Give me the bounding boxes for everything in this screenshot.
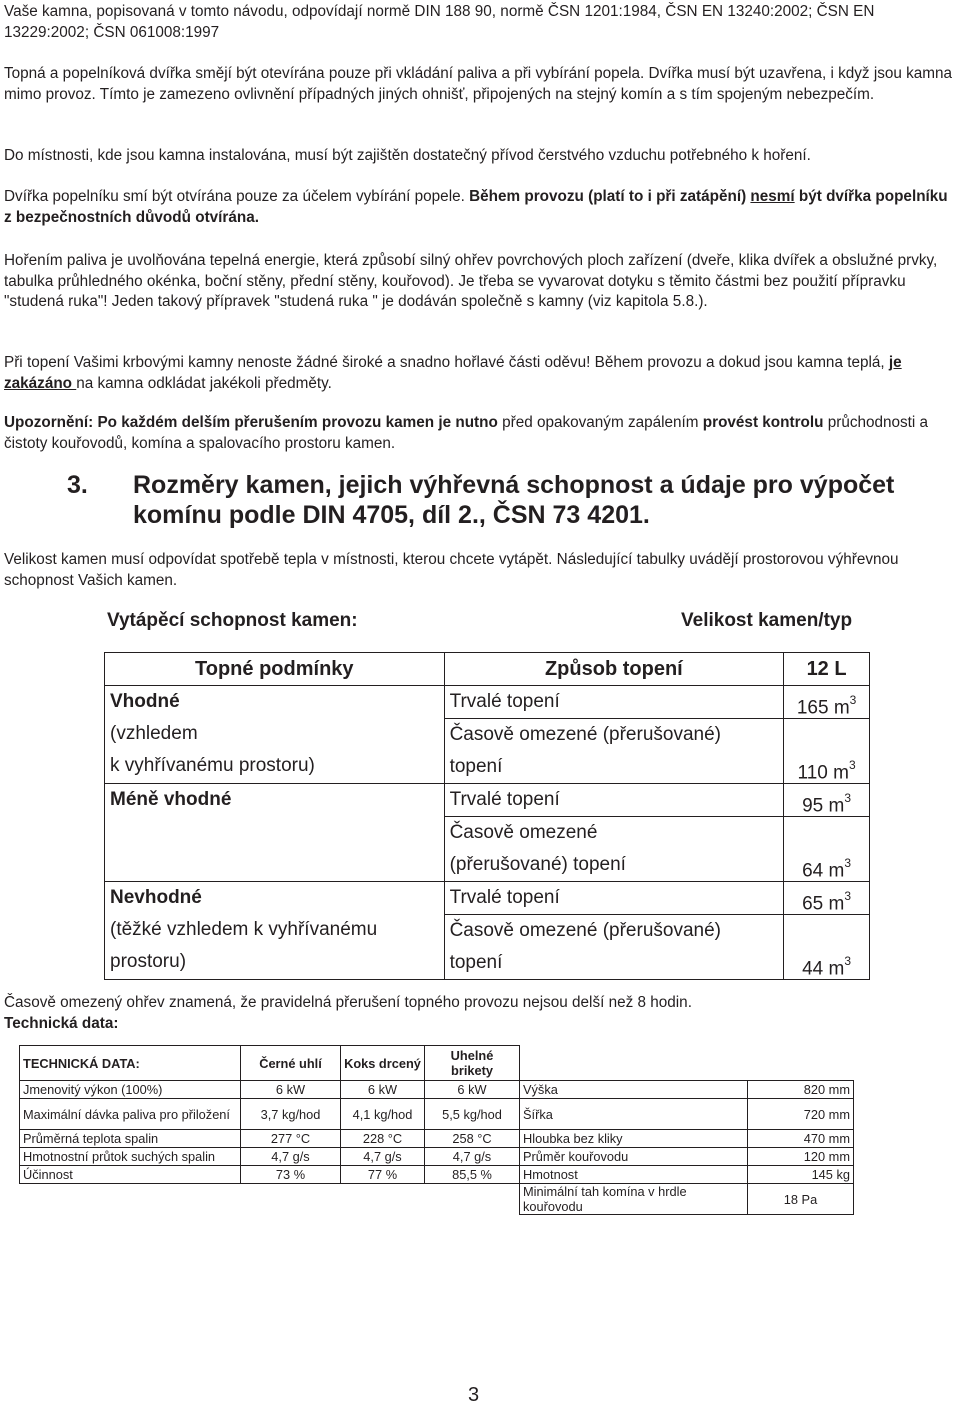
volume-unit: m: [828, 893, 845, 915]
warning-plain-1: před opakovaným zapálením: [497, 414, 703, 431]
section-title: Rozměry kamen, jejich výhřevná schopnost a údaje pro výpočet komínu podle DIN 4705, díl 2., ČSN 73 4201.: [133, 471, 895, 529]
tech-value-cell: 6 kW: [341, 1081, 425, 1099]
volume-number: 64: [802, 860, 824, 882]
volume-value: [784, 882, 869, 914]
volume-unit: m: [828, 958, 845, 980]
volume-unit-exponent: 3: [844, 889, 852, 903]
time-note: Časově omezený ohřev znamená, že pravidelná přerušení topného provozu nejsou delší než 8 hodin.: [4, 994, 692, 1011]
tech-header-cell: Koks drcený: [341, 1046, 425, 1081]
volume-unit-exponent: 3: [844, 954, 852, 968]
tech-header-row: [20, 1046, 854, 1081]
warning-bold-1: Upozornění: Po každém delším přerušením provozu kamen je nutno: [4, 414, 498, 431]
tech-header-cell: TECHNICKÁ DATA:: [20, 1046, 241, 1081]
mode-line: (přerušované) topení: [449, 854, 626, 875]
tech-param-cell: Maximální dávka paliva pro přiložení: [20, 1099, 241, 1130]
page-number: 3: [468, 1384, 480, 1406]
tech-value-cell: 77 %: [341, 1166, 425, 1184]
tech-value-cell: 73 %: [241, 1166, 341, 1184]
tech-dim-label-cell: Výška: [520, 1081, 748, 1099]
capacity-row: [105, 882, 870, 915]
ash-forbidden-word: nesmí: [750, 188, 795, 205]
tech-row: [20, 1081, 854, 1099]
warning-bold-2: provést kontrolu: [702, 414, 824, 431]
tech-value-cell: 85,5 %: [425, 1166, 520, 1184]
tech-value-cell: 6 kW: [425, 1081, 520, 1099]
capacity-header-cell: Způsob topení: [444, 653, 784, 686]
condition-line: Vhodné: [110, 691, 180, 712]
tech-dim-label-cell: Průměr kouřovodu: [520, 1148, 748, 1166]
condition-cell: [105, 784, 445, 882]
volume-value: [784, 686, 869, 718]
volume-number: 65: [802, 893, 824, 915]
volume-unit-exponent: 3: [849, 693, 857, 707]
condition-line: Nevhodné: [110, 887, 202, 908]
volume-cell: [784, 817, 870, 882]
warning-paragraph: [4, 413, 956, 454]
condition-line: (vzhledem: [110, 723, 198, 744]
clothes-paragraph: [4, 353, 956, 394]
clothes-text-1: Při topení Vašimi krbovými kamny nenoste žádné široké a snadno hořlavé části oděvu! Během provozu a dokud jsou kamna teplá,: [4, 354, 889, 371]
volume-unit: m: [828, 795, 845, 817]
tech-param-cell: Účinnost: [20, 1166, 241, 1184]
tech-value-cell: 4,7 g/s: [241, 1148, 341, 1166]
tech-param-cell: Jmenovitý výkon (100%): [20, 1081, 241, 1099]
tech-dim-value-cell: 720 mm: [748, 1099, 854, 1130]
tech-value-cell: 6 kW: [241, 1081, 341, 1099]
condition-line: k vyhřívanému prostoru): [110, 755, 315, 776]
mode-cell: [444, 915, 784, 980]
volume-number: 110: [797, 762, 828, 784]
tech-value-cell: 4,7 g/s: [425, 1148, 520, 1166]
capacity-header-cell: 12 L: [784, 653, 870, 686]
volume-number: 44: [802, 958, 824, 980]
condition-line: prostoru): [110, 951, 187, 972]
volume-unit: m: [833, 697, 850, 719]
ash-bold-text-2: být dvířka popelníku z bezpečnostních důvodů otvírána.: [4, 188, 948, 226]
tech-row: [20, 1130, 854, 1148]
norms-paragraph: Vaše kamna, popisovaná v tomto návodu, odpovídají normě DIN 188 90, normě ČSN 1201:1984, ČSN EN 13240:2002; ČSN EN 13229:2002; ČSN 061008:1997: [4, 3, 875, 41]
volume-cell: [784, 915, 870, 980]
tech-dim-value-cell: 470 mm: [748, 1130, 854, 1148]
volume-cell: [784, 719, 870, 784]
condition-cell: [105, 882, 445, 980]
doors-paragraph: Topná a popelníková dvířka smějí být otevírána pouze při vkládání paliva a při vybírání popela. Dvířka musí být uzavřena, i když jsou kamna mimo provoz. Tímto je zamezeno ovlivnění případných jiných ohnišť, připojených na stejný komín a s tím spojeným nebezpečím.: [4, 65, 953, 103]
tech-row: [20, 1184, 854, 1215]
tech-dim-value-cell: 120 mm: [748, 1148, 854, 1166]
volume-value: [784, 784, 869, 816]
clothes-forbidden: je zakázáno: [4, 354, 902, 392]
mode-line: Časově omezené (přerušované): [449, 724, 721, 745]
capacity-table: [104, 652, 870, 980]
capacity-row: [105, 784, 870, 817]
ash-bold-text: Během provozu (platí to i při zatápění): [469, 188, 751, 205]
mode-cell: [444, 817, 784, 882]
size-paragraph: Velikost kamen musí odpovídat spotřebě tepla v místnosti, kterou chcete vytápět. Následující tabulky uvádějí prostorovou výhřevnou schopnost Vašich kamen.: [4, 551, 899, 589]
tech-param-cell: Hmotnostní průtok suchých spalin: [20, 1148, 241, 1166]
tech-dim-label-cell: Hloubka bez kliky: [520, 1130, 748, 1148]
tech-value-cell: 5,5 kg/hod: [425, 1099, 520, 1130]
tech-value-cell: 258 °C: [425, 1130, 520, 1148]
tech-dim-label-cell: Šířka: [520, 1099, 748, 1130]
volume-value: [784, 751, 869, 783]
mode-cell: [444, 686, 784, 719]
condition-cell: [105, 686, 445, 784]
mode-line: Trvalé topení: [449, 789, 560, 810]
tech-dim-label-cell: Minimální tah komína v hrdle kouřovodu: [520, 1184, 748, 1215]
tech-value-cell: 3,7 kg/hod: [241, 1099, 341, 1130]
volume-cell: [784, 784, 870, 817]
ash-plain-text: Dvířka popelníku smí být otvírána pouze za účelem vybírání popele.: [4, 188, 470, 205]
tech-dim-label-cell: Hmotnost: [520, 1166, 748, 1184]
volume-number: 95: [802, 795, 824, 817]
stove-size-label: Velikost kamen/typ: [681, 610, 853, 631]
tech-row: [20, 1166, 854, 1184]
warning-plain-2: průchodnosti a čistoty kouřovodů, komína a spalovacího prostoru kamen.: [4, 414, 929, 452]
mode-line: Trvalé topení: [449, 887, 560, 908]
ash-door-paragraph: [4, 187, 956, 228]
mode-line: Časově omezené (přerušované): [449, 920, 721, 941]
mode-line: topení: [449, 756, 503, 777]
tech-dim-value-cell: 145 kg: [748, 1166, 854, 1184]
tech-value-cell: 277 °C: [241, 1130, 341, 1148]
capacity-header-cell: Topné podmínky: [105, 653, 445, 686]
tech-param-cell: Průměrná teplota spalin: [20, 1130, 241, 1148]
volume-cell: [784, 686, 870, 719]
tech-dim-value-cell: 18 Pa: [748, 1184, 854, 1215]
tech-row: [20, 1099, 854, 1130]
mode-cell: [444, 784, 784, 817]
tech-value-cell: 4,7 g/s: [341, 1148, 425, 1166]
tech-table: [19, 1045, 854, 1215]
capacity-row: [105, 686, 870, 719]
tech-value-cell: 228 °C: [341, 1130, 425, 1148]
volume-number: 165: [796, 697, 829, 719]
mode-cell: [444, 882, 784, 915]
tech-row: [20, 1148, 854, 1166]
mode-line: Trvalé topení: [449, 691, 560, 712]
volume-unit-exponent: 3: [848, 758, 856, 772]
tech-header-cell: Uhelné brikety: [425, 1046, 520, 1081]
tech-value-cell: 4,1 kg/hod: [341, 1099, 425, 1130]
volume-cell: [784, 882, 870, 915]
volume-unit-exponent: 3: [844, 856, 852, 870]
clothes-text-2: na kamna odkládat jakékoli předměty.: [76, 374, 332, 392]
section-number: 3.: [67, 471, 88, 499]
mode-line: Časově omezené: [449, 822, 598, 843]
volume-value: [784, 849, 869, 881]
volume-unit: m: [828, 860, 845, 882]
tech-header-cell: Černé uhlí: [241, 1046, 341, 1081]
air-paragraph: Do místnosti, kde jsou kamna instalována, musí být zajištěn dostatečný přívod čerstvého vzduchu potřebného k hoření.: [4, 147, 811, 164]
mode-cell: [444, 719, 784, 784]
heating-capacity-label: Vytápěcí schopnost kamen:: [107, 610, 358, 631]
volume-unit-exponent: 3: [844, 791, 852, 805]
condition-line: Méně vhodné: [110, 789, 232, 810]
volume-value: [784, 947, 869, 979]
mode-line: topení: [449, 952, 503, 973]
tech-heading: Technická data:: [4, 1015, 119, 1032]
capacity-header-row: [105, 653, 870, 686]
volume-unit: m: [833, 762, 849, 784]
heat-paragraph: Hořením paliva je uvolňována tepelná energie, která způsobí silný ohřev povrchových ploch zařízení (dveře, klika dvířek a obslužné prvky, tabulka průhledného okénka, boční stěny, přední stěny, kouřovod). Je třeba se vyvarovat dotyku s těmito částmi bez použití přípravku "studená ruka"! Jeden takový přípravek "studená ruka " je dodáván společně s kamny (viz kapitola 5.8.).: [4, 252, 938, 310]
condition-line: (těžké vzhledem k vyhřívanému: [110, 919, 378, 940]
tech-dim-value-cell: 820 mm: [748, 1081, 854, 1099]
